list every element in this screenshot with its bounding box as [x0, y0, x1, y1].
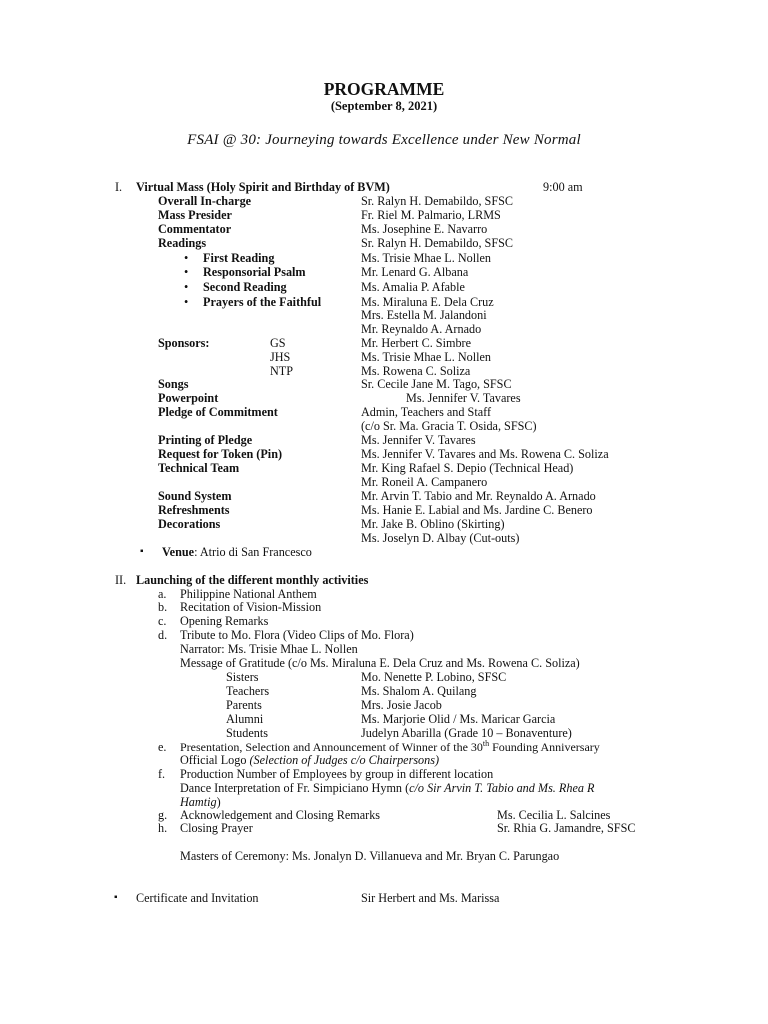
- list-item: Closing Prayer: [180, 821, 253, 835]
- role-value: Ms. Jennifer V. Tavares: [361, 433, 476, 447]
- role-value: Ms. Josephine E. Navarro: [361, 222, 488, 236]
- footer-label: Certificate and Invitation: [136, 891, 259, 905]
- sponsor-name: Ms. Trisie Mhae L. Nollen: [361, 350, 492, 364]
- list-letter: a.: [158, 587, 167, 601]
- role-value: Sr. Ralyn H. Demabildo, SFSC: [361, 194, 514, 208]
- role-label: Commentator: [158, 222, 232, 236]
- list-item: [180, 740, 600, 754]
- sponsor-group: GS: [270, 336, 286, 350]
- item-e-text: Presentation, Selection and Announcement of Winner of the 30: [180, 740, 483, 754]
- item-e-line2-italic: (Selection of Judges c/o Chairpersons): [249, 753, 440, 767]
- reading-label: Prayers of the Faithful: [203, 295, 322, 309]
- role-value: Mr. Arvin T. Tabio and Mr. Reynaldo A. Arnado: [361, 489, 596, 503]
- section-heading: Virtual Mass (Holy Spirit and Birthday of BVM): [136, 180, 390, 194]
- list-letter: d.: [158, 628, 168, 642]
- bullet-dot: •: [184, 251, 189, 265]
- role-label: Overall In-charge: [158, 194, 252, 208]
- list-item-value: Ms. Cecilia L. Salcines: [497, 808, 611, 822]
- role-label: Technical Team: [158, 461, 240, 475]
- role-value: Mr. Roneil A. Campanero: [361, 475, 488, 489]
- role-label: Readings: [158, 236, 207, 250]
- role-value: (c/o Sr. Ma. Gracia T. Osida, SFSC): [361, 419, 537, 433]
- footer-value: Sir Herbert and Ms. Marissa: [361, 891, 500, 905]
- reading-value: Mr. Lenard G. Albana: [361, 265, 469, 279]
- list-item-cont: [180, 753, 439, 767]
- role-value: Ms. Jennifer V. Tavares: [406, 391, 521, 405]
- role-label: Refreshments: [158, 503, 230, 517]
- ordinal-suffix: th: [482, 739, 490, 748]
- item-f-line2: Dance Interpretation of Fr. Simpiciano Hymn (: [180, 781, 410, 795]
- role-value: Ms. Jennifer V. Tavares and Ms. Rowena C. Soliza: [361, 447, 609, 461]
- tribute-name: Ms. Marjorie Olid / Ms. Maricar Garcia: [361, 712, 556, 726]
- role-label: Sound System: [158, 489, 232, 503]
- reading-value: Ms. Miraluna E. Dela Cruz: [361, 295, 494, 309]
- item-f-line3-italic: Hamtig: [180, 795, 217, 809]
- square-bullet-icon: ▪: [140, 546, 144, 557]
- sponsor-name: Ms. Rowena C. Soliza: [361, 364, 471, 378]
- message-line: Message of Gratitude (c/o Ms. Miraluna E. Dela Cruz and Ms. Rowena C. Soliza): [180, 656, 580, 670]
- role-value: Ms. Joselyn D. Albay (Cut-outs): [361, 531, 520, 545]
- list-item: Production Number of Employees by group in different location: [180, 767, 494, 781]
- list-item: Tribute to Mo. Flora (Video Clips of Mo. Flora): [180, 628, 414, 642]
- list-item: Acknowledgement and Closing Remarks: [180, 808, 381, 822]
- role-value: Ms. Hanie E. Labial and Ms. Jardine C. Benero: [361, 503, 593, 517]
- venue-label: Venue: [162, 545, 195, 559]
- list-letter: g.: [158, 808, 168, 822]
- venue-line: [162, 545, 312, 559]
- section-heading: Launching of the different monthly activities: [136, 573, 369, 587]
- reading-value: Mrs. Estella M. Jalandoni: [361, 308, 487, 322]
- role-label: Decorations: [158, 517, 221, 531]
- list-item-cont: [180, 795, 221, 809]
- tribute-name: Ms. Shalom A. Quilang: [361, 684, 477, 698]
- reading-label: Responsorial Psalm: [203, 265, 306, 279]
- role-value: Fr. Riel M. Palmario, LRMS: [361, 208, 501, 222]
- reading-label: Second Reading: [203, 280, 287, 294]
- tribute-group: Teachers: [226, 684, 270, 698]
- role-label: Mass Presider: [158, 208, 232, 222]
- tribute-name: Mrs. Josie Jacob: [361, 698, 442, 712]
- square-bullet-icon: ▪: [114, 892, 118, 903]
- role-label: Powerpoint: [158, 391, 219, 405]
- sponsor-group: NTP: [270, 364, 294, 378]
- reading-value: Ms. Trisie Mhae L. Nollen: [361, 251, 492, 265]
- role-label: Request for Token (Pin): [158, 447, 283, 461]
- list-item: Recitation of Vision-Mission: [180, 600, 322, 614]
- section-numeral: II.: [115, 573, 127, 587]
- item-e-text-end: Founding Anniversary: [489, 740, 600, 754]
- bullet-dot: •: [184, 280, 189, 294]
- page-date: (September 8, 2021): [330, 99, 438, 113]
- list-letter: e.: [158, 740, 167, 754]
- list-letter: f.: [158, 767, 166, 781]
- reading-label: First Reading: [203, 251, 275, 265]
- sponsor-group: JHS: [270, 350, 291, 364]
- tribute-name: Judelyn Abarilla (Grade 10 – Bonaventure): [361, 726, 572, 740]
- bullet-dot: •: [184, 265, 189, 279]
- list-letter: c.: [158, 614, 167, 628]
- theme-line: FSAI @ 30: Journeying towards Excellence under New Normal: [187, 132, 581, 148]
- role-label: Pledge of Commitment: [158, 405, 278, 419]
- tribute-group: Alumni: [226, 712, 264, 726]
- masters-of-ceremony: Masters of Ceremony: Ms. Jonalyn D. Villanueva and Mr. Bryan C. Parungao: [180, 849, 560, 863]
- narrator-line: Narrator: Ms. Trisie Mhae L. Nollen: [180, 642, 358, 656]
- item-e-line2: Official Logo: [180, 753, 250, 767]
- item-f-line2-italic: c/o Sir Arvin T. Tabio and Ms. Rhea R: [409, 781, 595, 795]
- page-title: PROGRAMME: [323, 79, 445, 99]
- role-value: Admin, Teachers and Staff: [361, 405, 492, 419]
- list-item-value: Sr. Rhia G. Jamandre, SFSC: [497, 821, 636, 835]
- mass-time: 9:00 am: [543, 180, 583, 194]
- role-value: Sr. Ralyn H. Demabildo, SFSC: [361, 236, 514, 250]
- tribute-group: Parents: [226, 698, 262, 712]
- tribute-group: Students: [226, 726, 268, 740]
- sponsor-name: Mr. Herbert C. Simbre: [361, 336, 472, 350]
- reading-value: Mr. Reynaldo A. Arnado: [361, 322, 482, 336]
- list-letter: h.: [158, 821, 168, 835]
- list-item: Philippine National Anthem: [180, 587, 317, 601]
- role-value: Mr. King Rafael S. Depio (Technical Head): [361, 461, 574, 475]
- section-numeral: I.: [115, 180, 123, 194]
- item-f-line3-end: ): [216, 795, 221, 809]
- reading-value: Ms. Amalia P. Afable: [361, 280, 465, 294]
- role-label: Printing of Pledge: [158, 433, 253, 447]
- tribute-name: Mo. Nenette P. Lobino, SFSC: [361, 670, 507, 684]
- venue-value: : Atrio di San Francesco: [194, 545, 312, 559]
- role-value: Sr. Cecile Jane M. Tago, SFSC: [361, 377, 512, 391]
- list-letter: b.: [158, 600, 168, 614]
- tribute-group: Sisters: [226, 670, 259, 684]
- list-item-cont: [180, 781, 594, 795]
- list-item: Opening Remarks: [180, 614, 269, 628]
- role-label: Songs: [158, 377, 189, 391]
- bullet-dot: •: [184, 295, 189, 309]
- sponsors-label: Sponsors:: [158, 336, 210, 350]
- role-value: Mr. Jake B. Oblino (Skirting): [361, 517, 505, 531]
